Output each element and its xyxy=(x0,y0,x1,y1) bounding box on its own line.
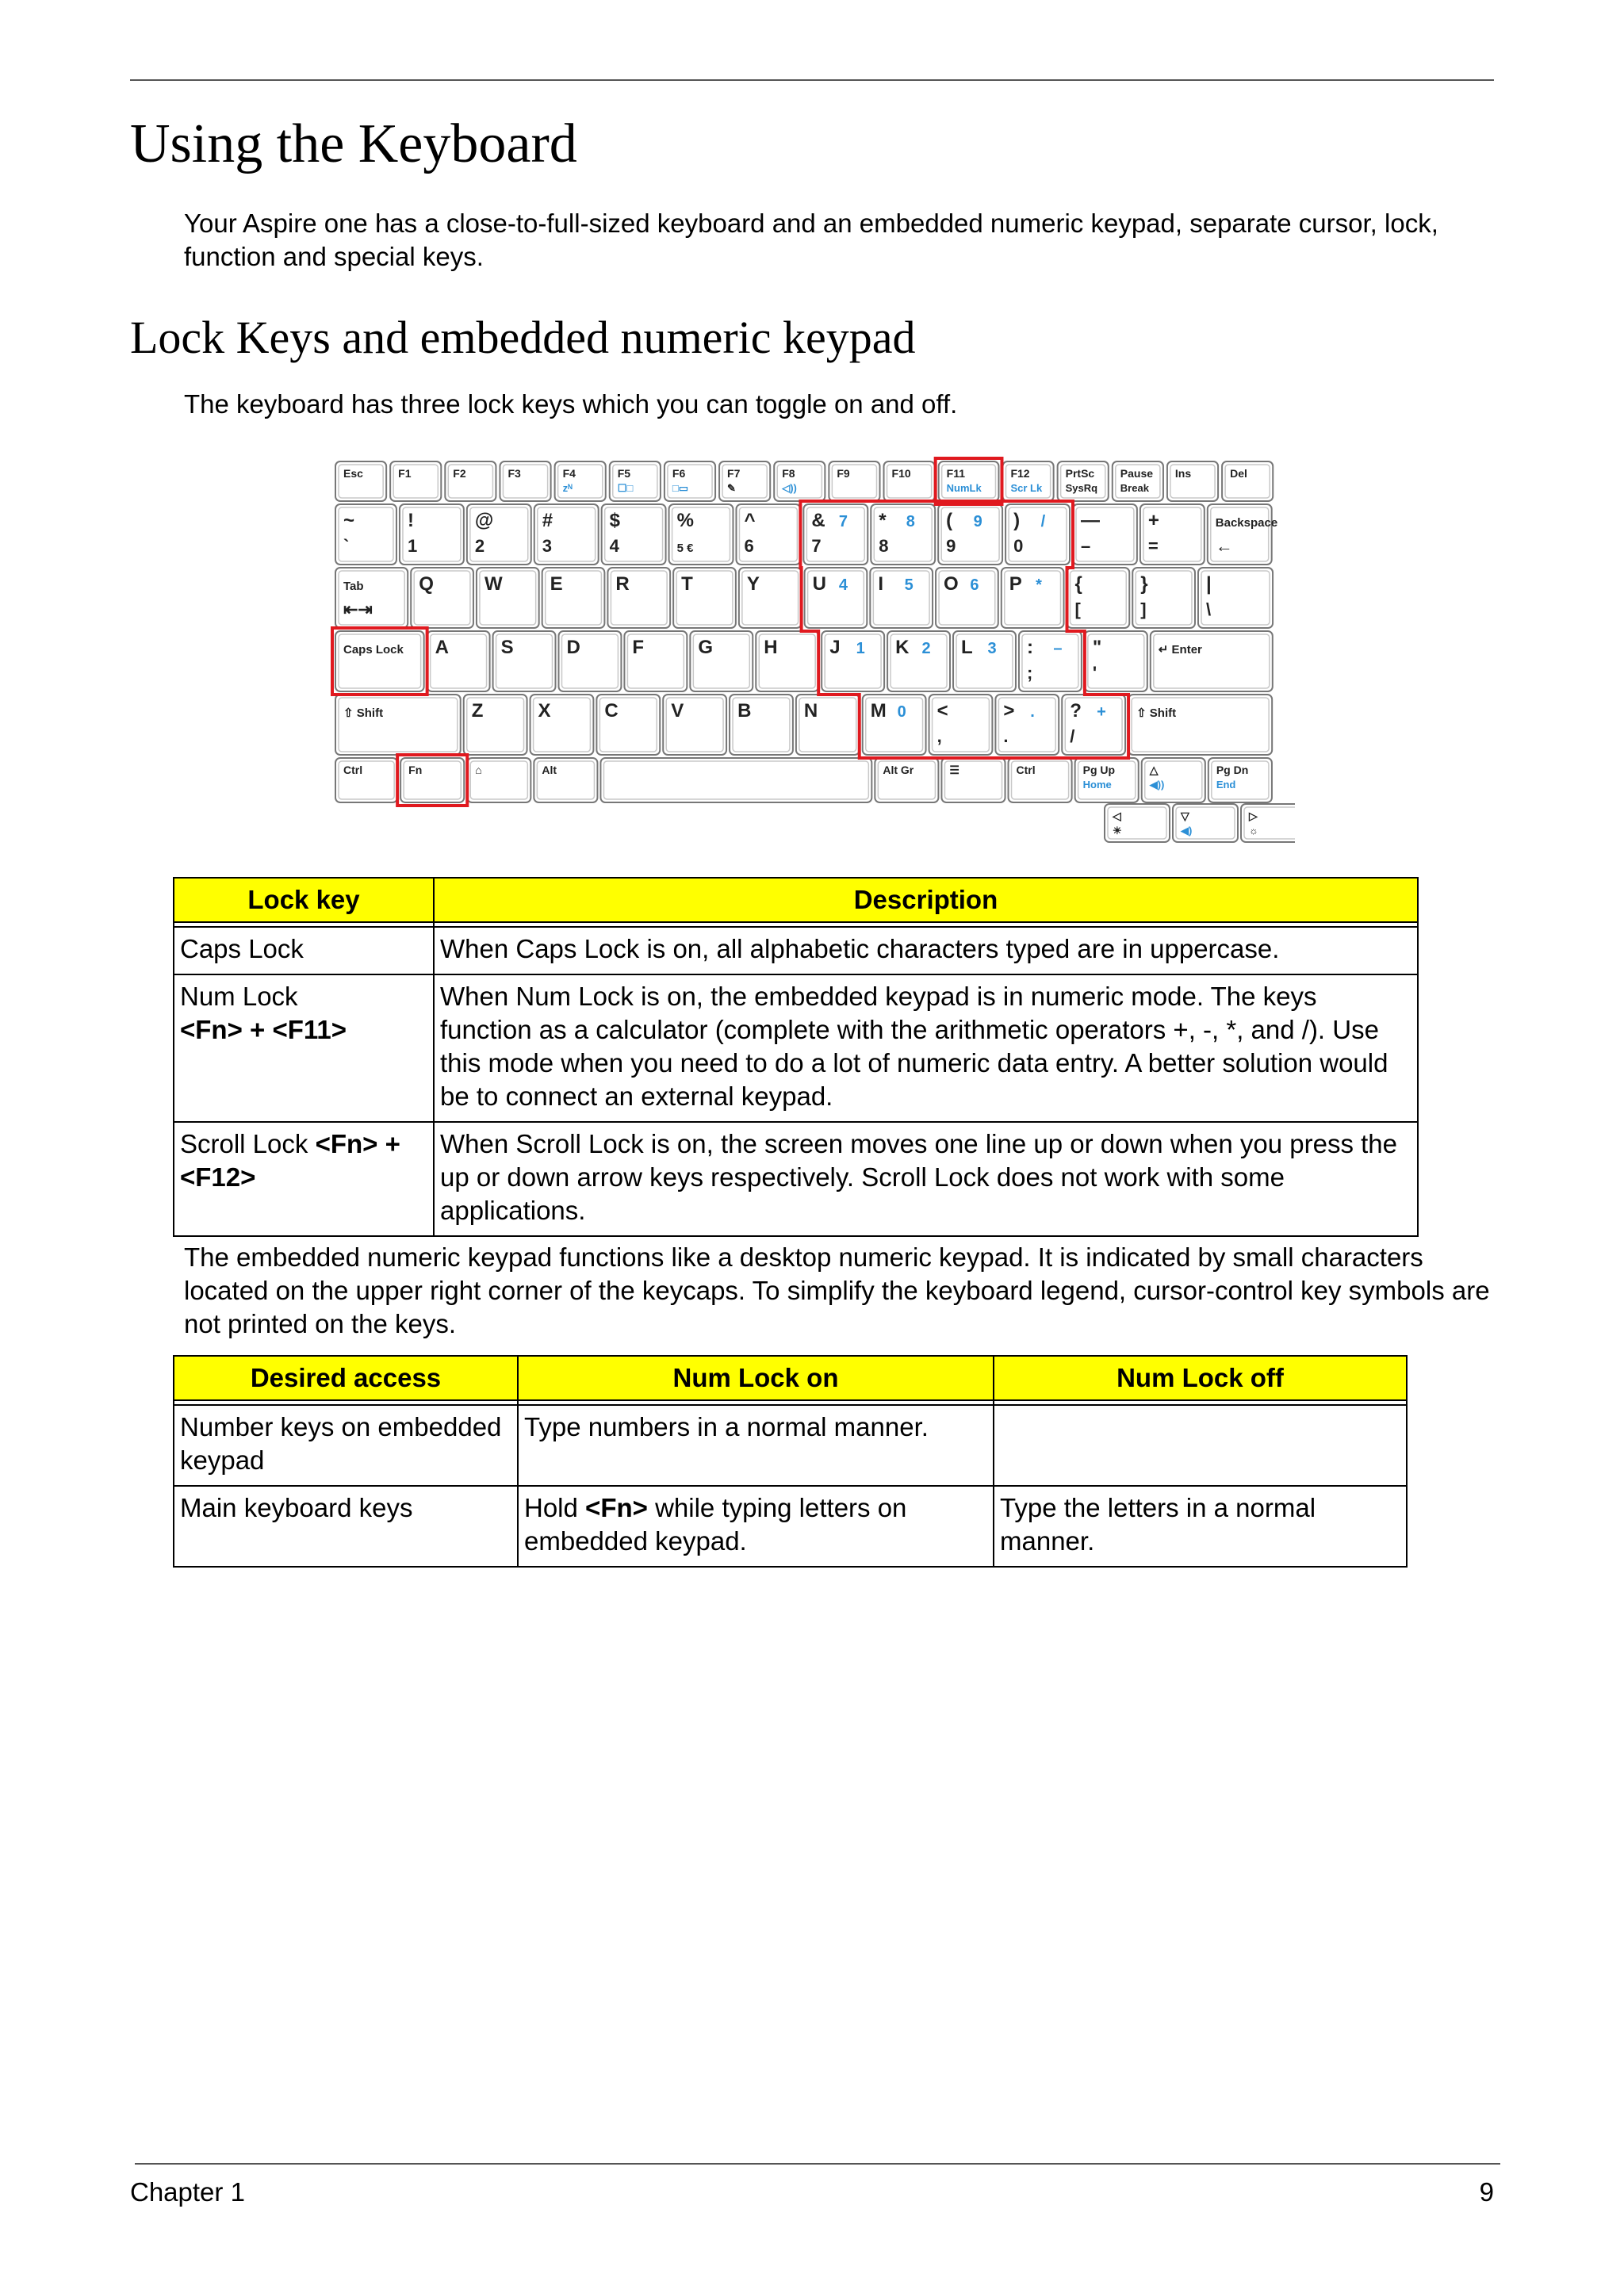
table-row xyxy=(174,1486,1407,1567)
description-cell: When Num Lock is on, the embedded keypad is in numeric mode. The keys function as a calculator (complete with the arithmetic operators +, -, *, and /). Use this mode when you need to do a lot of numeric data entry. A better solution would be to connect an external keypad. xyxy=(434,974,1418,1122)
keypad-label: – xyxy=(1053,640,1063,657)
key-sublabel: / xyxy=(1070,726,1075,746)
key-label: V xyxy=(671,700,684,722)
keypad-label: 0 xyxy=(897,703,906,721)
key-label: W xyxy=(484,573,503,595)
table-row xyxy=(174,1405,1407,1486)
keypad-label: 6 xyxy=(970,576,979,594)
key-sublabel: 7 xyxy=(811,536,822,556)
key-sublabel: 6 xyxy=(744,536,754,556)
key-sublabel: ; xyxy=(1026,663,1033,683)
key-sublabel: 9 xyxy=(946,536,956,556)
key-sublabel: SysRq xyxy=(1065,482,1098,494)
key-label: @ xyxy=(474,510,494,531)
key xyxy=(534,758,597,802)
key-label: X xyxy=(538,700,551,722)
key-sublabel: ' xyxy=(1092,663,1097,683)
key xyxy=(1198,568,1273,628)
keypad-label: 7 xyxy=(838,513,848,530)
key xyxy=(390,461,441,501)
key xyxy=(1208,758,1272,802)
key xyxy=(1009,758,1072,802)
key xyxy=(400,758,464,802)
key xyxy=(1005,504,1070,565)
keypad-label: * xyxy=(1036,576,1042,594)
key xyxy=(938,504,1002,565)
table-row xyxy=(174,974,1418,1122)
key xyxy=(411,568,473,628)
key-sublabel: Break xyxy=(1120,482,1149,494)
key xyxy=(863,695,926,755)
key xyxy=(829,461,879,501)
key xyxy=(1073,504,1137,565)
key xyxy=(335,461,386,501)
key xyxy=(665,461,715,501)
key xyxy=(555,461,606,501)
key-label: F2 xyxy=(453,467,466,480)
key xyxy=(335,504,396,565)
key xyxy=(596,695,660,755)
key-sublabel: ⇤⇥ xyxy=(343,599,373,619)
key-label: Ctrl xyxy=(343,764,363,776)
key xyxy=(467,504,531,565)
key-label: ^ xyxy=(744,510,756,531)
key xyxy=(335,568,408,628)
key-sublabel: [ xyxy=(1074,599,1081,619)
key xyxy=(941,758,1005,802)
key-label: N xyxy=(803,700,818,722)
key-label: | xyxy=(1205,573,1212,595)
key-label: Ctrl xyxy=(1016,764,1036,776)
key-label: ) xyxy=(1013,510,1021,531)
key xyxy=(1132,568,1195,628)
key-sublabel: 5 € xyxy=(676,542,694,555)
key-label: ☰ xyxy=(949,764,959,776)
key-sublabel: ◀) xyxy=(1181,825,1193,836)
key-sublabel: zᴺ xyxy=(562,482,573,494)
keypad-paragraph: The embedded numeric keypad functions like a desktop numeric keypad. It is indicated by small characters located on the upper right corner of the keycaps. To simplify the keyboard legend, cursor-control key symbols are not printed on the keys. xyxy=(184,1242,1490,1338)
key-label: F8 xyxy=(782,467,795,480)
key-label: > xyxy=(1003,700,1015,722)
key-label: L xyxy=(961,637,973,658)
key-label: R xyxy=(615,573,630,595)
key-label: Caps Lock xyxy=(343,643,404,657)
key xyxy=(774,461,825,501)
keypad-label: 3 xyxy=(987,640,997,657)
section-heading: Lock Keys and embedded numeric keypad xyxy=(130,312,916,363)
key-sublabel: ☐□ xyxy=(617,482,634,494)
footer-chapter: Chapter 1 xyxy=(130,2177,245,2207)
key xyxy=(534,504,599,565)
key-sublabel: ◁)) xyxy=(782,482,797,494)
key xyxy=(730,695,793,755)
key-combo: <Fn> + <F11> xyxy=(180,1015,347,1044)
key-label: H xyxy=(764,637,778,658)
num-lock-on-cell: Type numbers in a normal manner. xyxy=(518,1405,994,1486)
key-label: B xyxy=(737,700,752,722)
key xyxy=(1128,695,1272,755)
key-label: ⇧ Shift xyxy=(1136,706,1177,720)
key-label: Ins xyxy=(1174,467,1192,480)
key xyxy=(1075,758,1139,802)
key-sublabel: \ xyxy=(1205,599,1212,619)
keypad-label: 2 xyxy=(921,640,931,657)
key-label: + xyxy=(1147,510,1159,531)
key xyxy=(1113,461,1163,501)
keycap xyxy=(335,631,424,691)
key-sublabel: ← xyxy=(1215,536,1233,556)
num-lock-on-cell: Hold <Fn> while typing letters on embedded keypad. xyxy=(518,1486,994,1567)
key xyxy=(477,568,539,628)
keypad-label: . xyxy=(1030,703,1035,721)
key xyxy=(335,631,424,691)
key-label: ? xyxy=(1070,700,1082,722)
key-label: Backspace xyxy=(1215,516,1278,530)
key xyxy=(887,631,950,691)
key-label: G xyxy=(698,637,714,658)
key-label: J xyxy=(829,637,841,658)
key xyxy=(739,568,802,628)
key xyxy=(1085,631,1147,691)
key xyxy=(871,504,935,565)
key xyxy=(1142,758,1205,802)
key xyxy=(500,461,550,501)
header-lock-key: Lock key xyxy=(174,878,434,922)
key-label: Y xyxy=(746,573,760,595)
key xyxy=(953,631,1016,691)
key xyxy=(995,695,1059,755)
key-label: U xyxy=(812,573,826,595)
key-label: & xyxy=(811,510,825,531)
key-sublabel: □▭ xyxy=(672,482,689,494)
table-row xyxy=(174,1122,1418,1236)
key xyxy=(756,631,818,691)
key xyxy=(600,758,871,802)
header-description: Description xyxy=(434,878,1418,922)
key xyxy=(1140,504,1205,565)
key-label: O xyxy=(944,573,959,595)
key xyxy=(1222,461,1273,501)
key xyxy=(427,631,490,691)
keycap xyxy=(1151,631,1273,691)
access-cell: Number keys on embedded keypad xyxy=(174,1405,518,1486)
key xyxy=(736,504,800,565)
table-row xyxy=(174,927,1418,974)
key-label: F3 xyxy=(508,467,521,480)
key xyxy=(1167,461,1218,501)
key-label: Z xyxy=(471,700,484,722)
key xyxy=(467,758,530,802)
key xyxy=(796,695,860,755)
key-label: ~ xyxy=(343,510,355,531)
keycap xyxy=(335,695,461,755)
keypad-label: 4 xyxy=(838,576,848,594)
key-label: F10 xyxy=(891,467,911,480)
key xyxy=(464,695,527,755)
key-sublabel: . xyxy=(1003,726,1009,746)
key xyxy=(1105,804,1170,842)
key xyxy=(690,631,753,691)
header-num-lock-off: Num Lock off xyxy=(994,1356,1407,1400)
key-label: F11 xyxy=(946,467,966,480)
key-label: Fn xyxy=(408,764,423,776)
key-label: K xyxy=(895,637,910,658)
keypad-label: / xyxy=(1040,513,1046,530)
key-sublabel: ☼ xyxy=(1249,825,1258,836)
key-label: △ xyxy=(1149,764,1159,776)
key-label: P xyxy=(1009,573,1022,595)
keyboard-illustration xyxy=(324,449,1295,845)
key-label: ◁ xyxy=(1113,810,1121,822)
key-sublabel: 0 xyxy=(1013,536,1024,556)
key-sublabel: 1 xyxy=(407,536,418,556)
key-sublabel: 8 xyxy=(879,536,889,556)
key-label: F1 xyxy=(398,467,412,480)
key xyxy=(870,568,933,628)
key xyxy=(1058,461,1109,501)
key xyxy=(335,758,397,802)
key xyxy=(805,568,868,628)
keypad-label: 9 xyxy=(973,513,982,530)
key xyxy=(542,568,605,628)
key-label: T xyxy=(681,573,693,595)
key-label: A xyxy=(435,637,449,658)
key-label: { xyxy=(1074,573,1082,595)
page-title: Using the Keyboard xyxy=(130,113,577,174)
key xyxy=(1151,631,1273,691)
key xyxy=(1019,631,1082,691)
key-sublabel: 3 xyxy=(542,536,553,556)
key-combo: <Fn> + <F12> xyxy=(180,1129,400,1192)
key-sublabel: 2 xyxy=(474,536,485,556)
key-sublabel: 4 xyxy=(609,536,619,556)
lock-key-cell: Caps Lock xyxy=(174,927,434,974)
key xyxy=(719,461,770,501)
access-table xyxy=(173,1355,1408,1568)
key-label: Del xyxy=(1230,467,1247,480)
key xyxy=(673,568,736,628)
key-label: : xyxy=(1026,637,1033,658)
key xyxy=(669,504,733,565)
key-label: Esc xyxy=(343,467,363,480)
access-cell: Main keyboard keys xyxy=(174,1486,518,1567)
num-lock-off-cell xyxy=(994,1405,1407,1486)
intro-paragraph: Your Aspire one has a close-to-full-sized keyboard and an embedded numeric keypad, separate cursor, lock, function and special keys. xyxy=(184,209,1438,271)
key-label: I xyxy=(878,573,883,595)
lock-key-cell: Num Lock <Fn> + <F11> xyxy=(174,974,434,1122)
key-label: Pg Dn xyxy=(1216,764,1249,776)
key-label: F7 xyxy=(727,467,741,480)
top-rule xyxy=(130,79,1494,81)
key-label: ! xyxy=(407,510,414,531)
keycap xyxy=(1128,695,1272,755)
key-label: — xyxy=(1080,510,1100,531)
key xyxy=(493,631,556,691)
key xyxy=(939,461,999,501)
key-label: ▷ xyxy=(1249,810,1258,822)
key-label: < xyxy=(936,700,948,722)
key xyxy=(822,631,884,691)
description-cell: When Caps Lock is on, all alphabetic characters typed are in uppercase. xyxy=(434,927,1418,974)
section-intro: The keyboard has three lock keys which you can toggle on and off. xyxy=(184,389,958,419)
key-label: " xyxy=(1092,637,1102,658)
keycap xyxy=(600,758,871,802)
key-sublabel: ` xyxy=(343,536,350,556)
key-sublabel: , xyxy=(936,726,942,746)
key-sublabel: Scr Lk xyxy=(1010,482,1043,494)
key xyxy=(663,695,726,755)
footer-rule xyxy=(135,2163,1500,2165)
key-label: ▽ xyxy=(1181,810,1189,822)
key-label: ↵ Enter xyxy=(1158,643,1202,657)
key-label: E xyxy=(550,573,563,595)
key-label: ⇧ Shift xyxy=(343,706,384,720)
key-label: Pg Up xyxy=(1082,764,1116,776)
key xyxy=(445,461,496,501)
key xyxy=(1002,568,1064,628)
key-label: F xyxy=(632,637,645,658)
key-label: F5 xyxy=(617,467,631,480)
key-sublabel: ◀)) xyxy=(1149,779,1165,791)
lock-key-cell: Scroll Lock <Fn> + <F12> xyxy=(174,1122,434,1236)
key-sublabel: – xyxy=(1080,536,1091,556)
key xyxy=(610,461,661,501)
key-label: Tab xyxy=(343,580,364,593)
key xyxy=(1173,804,1238,842)
key xyxy=(875,758,938,802)
key-sublabel: NumLk xyxy=(946,482,982,494)
lock-keys-table xyxy=(173,877,1419,1237)
header-desired-access: Desired access xyxy=(174,1356,518,1400)
key xyxy=(335,695,461,755)
key xyxy=(624,631,687,691)
key xyxy=(1067,568,1130,628)
lock-table-header xyxy=(174,878,1418,922)
key xyxy=(607,568,670,628)
key-label: F4 xyxy=(562,467,576,480)
key xyxy=(1208,504,1277,565)
key-sublabel: = xyxy=(1147,536,1159,556)
key-label: Pause xyxy=(1120,467,1154,480)
key-label: F12 xyxy=(1010,467,1030,480)
key-label: % xyxy=(676,510,694,531)
keypad-label: 1 xyxy=(856,640,865,657)
key xyxy=(936,568,998,628)
key-label: Alt Gr xyxy=(883,764,914,776)
header-num-lock-on: Num Lock on xyxy=(518,1356,994,1400)
keypad-label: + xyxy=(1097,703,1106,721)
key-label: M xyxy=(870,700,887,722)
key xyxy=(1062,695,1125,755)
key xyxy=(1002,461,1053,501)
description-cell: When Scroll Lock is on, the screen moves one line up or down when you press the up or down arrow keys respectively. Scroll Lock does not work with some applications. xyxy=(434,1122,1418,1236)
key-label: } xyxy=(1140,573,1148,595)
key-label: C xyxy=(604,700,619,722)
key-label: F6 xyxy=(672,467,686,480)
key-label: PrtSc xyxy=(1065,467,1095,480)
key-label: Alt xyxy=(542,764,557,776)
key-label: D xyxy=(566,637,580,658)
keypad-label: 5 xyxy=(904,576,914,594)
key-sublabel: End xyxy=(1216,779,1236,791)
key-label: * xyxy=(879,510,887,531)
key xyxy=(884,461,935,501)
key-label: ⌂ xyxy=(475,764,482,776)
key-sublabel: ✎ xyxy=(727,482,736,494)
key xyxy=(530,695,594,755)
key-label: # xyxy=(542,510,553,531)
key-label: Q xyxy=(419,573,434,595)
key xyxy=(929,695,993,755)
key xyxy=(602,504,666,565)
key-label: ( xyxy=(946,510,953,531)
key-sublabel: Home xyxy=(1082,779,1112,791)
key-label: S xyxy=(500,637,514,658)
keyboard-diagram xyxy=(324,449,1295,845)
footer-page-number: 9 xyxy=(1479,2177,1494,2207)
key-sublabel: ☀ xyxy=(1113,825,1122,836)
key-label: $ xyxy=(609,510,621,531)
key-label: F9 xyxy=(837,467,850,480)
key xyxy=(558,631,621,691)
access-table-header xyxy=(174,1356,1407,1400)
num-lock-off-cell: Type the letters in a normal manner. xyxy=(994,1486,1407,1567)
keypad-label: 8 xyxy=(906,513,915,530)
key xyxy=(400,504,464,565)
key xyxy=(803,504,868,565)
key-sublabel: ] xyxy=(1140,599,1147,619)
key xyxy=(1241,804,1295,842)
